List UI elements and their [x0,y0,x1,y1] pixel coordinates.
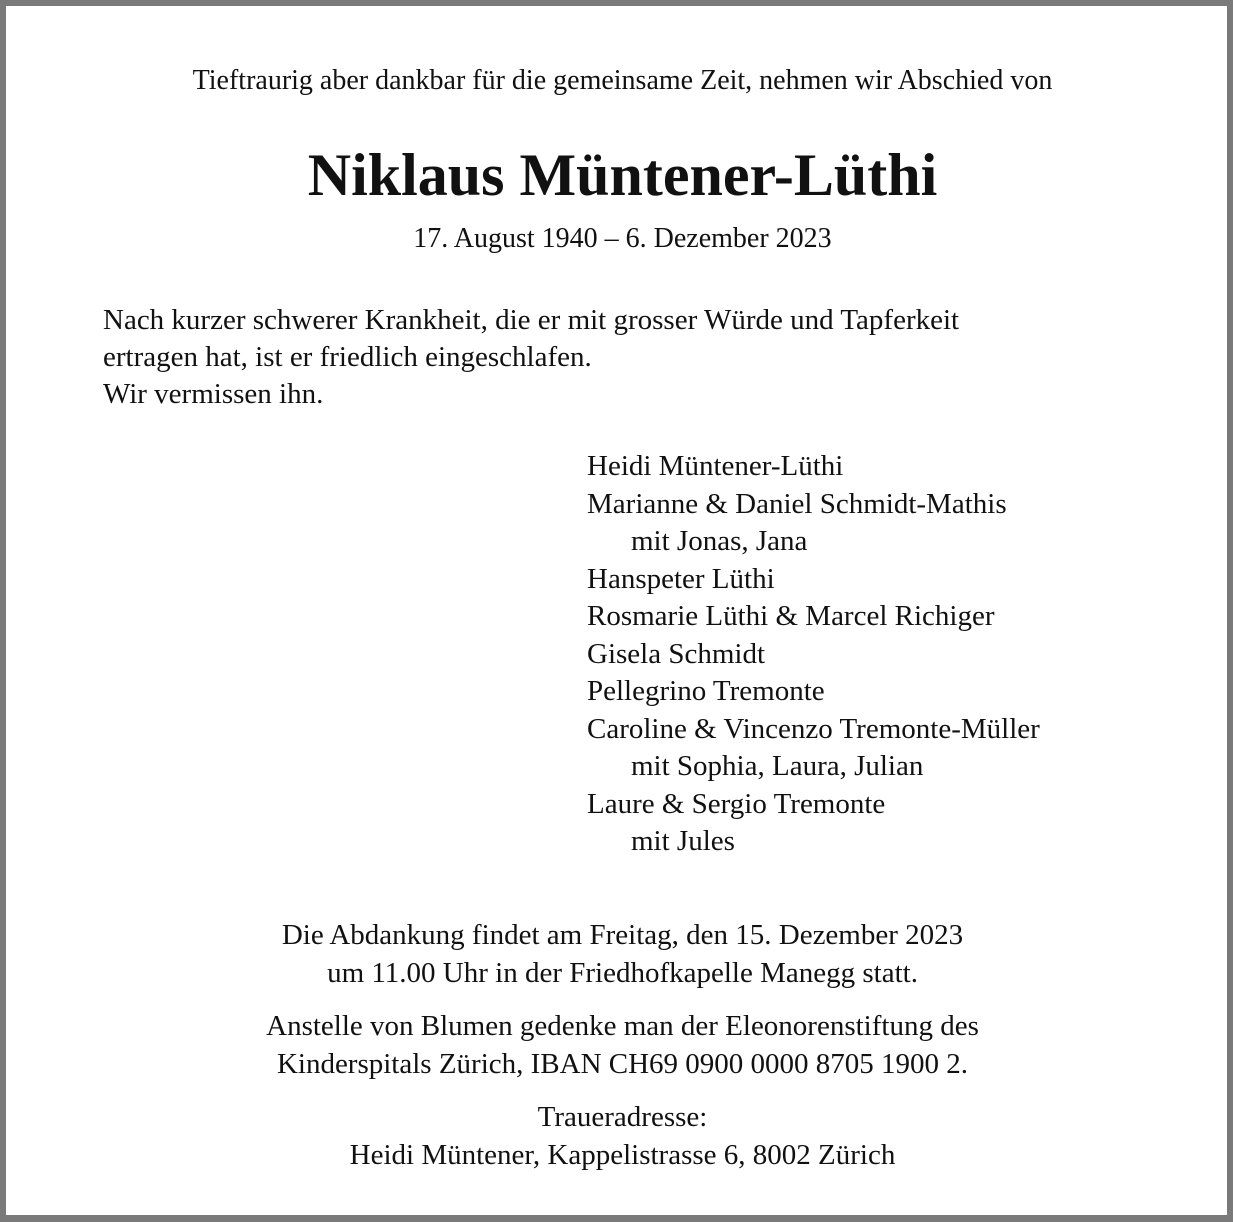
mourner-entry: Marianne & Daniel Schmidt-Mathis [587,487,1007,520]
message-line: ertragen hat, ist er friedlich eingeschlafen. [103,341,592,373]
mourner-children: mit Sophia, Laura, Julian [631,750,924,782]
mourner-entry: Laure & Sergio Tremonte [587,787,886,820]
intro-line: Tieftraurig aber dankbar für die gemeinsame Zeit, nehmen wir Abschied von [192,65,1053,96]
mourner-children: mit Jonas, Jana [631,525,808,557]
mourner-entry: Pellegrino Tremonte [587,675,825,707]
mourner-entry: Gisela Schmidt [587,637,766,670]
address-label: Traueradresse: [537,1101,708,1133]
service-line: um 11.00 Uhr in der Friedhofkapelle Manegg statt. [327,957,918,989]
mourner-entry: Heidi Müntener-Lüthi [587,450,844,482]
donation-line: Anstelle von Blumen gedenke man der Eleonorenstiftung des [266,1010,979,1042]
farewell-message [103,302,1163,413]
service-line: Die Abdankung findet am Freitag, den 15. Dezember 2023 [281,919,964,951]
mourner-entry: Caroline & Vincenzo Tremonte-Müller [587,712,1040,745]
message-line: Wir vermissen ihn. [103,378,324,410]
mourners-list [587,448,1207,861]
donation-line: Kinderspitals Zürich, IBAN CH69 0900 0000 8705 1900 2. [276,1048,969,1080]
message-line: Nach kurzer schwerer Krankheit, die er mit grosser Würde und Tapferkeit [103,304,960,336]
mourning-address [6,1098,1233,1174]
mourner-entry: Rosmarie Lüthi & Marcel Richiger [587,600,995,632]
address-value: Heidi Müntener, Kappelistrasse 6, 8002 Zürich [349,1139,896,1171]
life-dates: 17. August 1940 – 6. Dezember 2023 [413,223,832,254]
deceased-name: Niklaus Müntener-Lüthi [307,142,938,208]
mourner-entry: Hanspeter Lüthi [587,562,775,595]
mourner-children: mit Jules [631,825,735,857]
donation-info [6,1007,1233,1083]
service-info [6,916,1233,992]
